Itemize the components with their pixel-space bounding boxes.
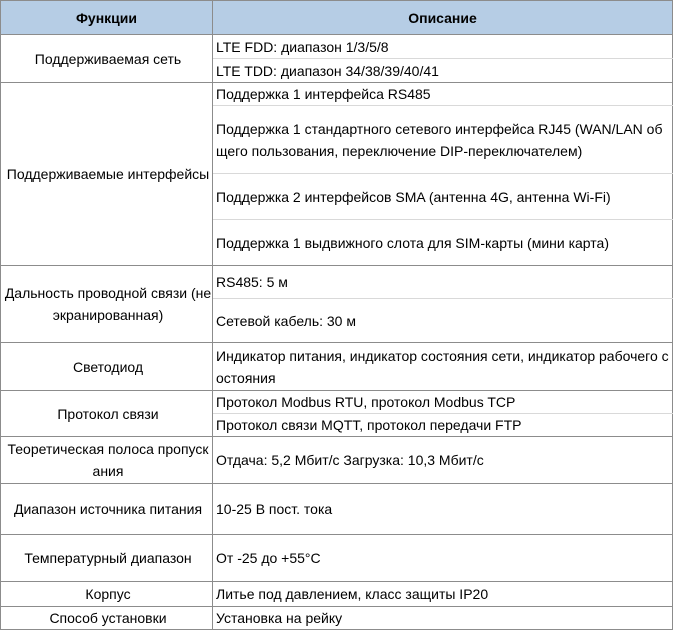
description-cell: Литье под давлением, класс защиты IP20 bbox=[213, 582, 673, 607]
table-row bbox=[1, 266, 673, 299]
description-cell: Отдача: 5,2 Мбит/с Загрузка: 10,3 Мбит/с bbox=[213, 437, 673, 484]
header-features: Функции bbox=[1, 1, 213, 35]
table-row bbox=[1, 83, 673, 106]
feature-cell: Дальность проводной связи (неэкранированная) bbox=[1, 266, 213, 343]
table-row bbox=[1, 343, 673, 391]
table-row bbox=[1, 437, 673, 484]
feature-cell: Поддерживаемая сеть bbox=[1, 35, 213, 83]
table-row bbox=[1, 35, 673, 59]
description-cell: От -25 до +55°C bbox=[213, 535, 673, 582]
table-row bbox=[1, 607, 673, 630]
description-cell: Поддержка 2 интерфейсов SMA (антенна 4G, антенна Wi-Fi) bbox=[213, 174, 673, 220]
description-cell: Поддержка 1 стандартного сетевого интерфейса RJ45 (WAN/LAN общего пользования, переключение DIP-переключателем) bbox=[213, 106, 673, 174]
description-cell: 10-25 В пост. тока bbox=[213, 484, 673, 535]
description-cell: Поддержка 1 интерфейса RS485 bbox=[213, 83, 673, 106]
description-cell: Протокол Modbus RTU, протокол Modbus TCP bbox=[213, 391, 673, 414]
description-cell: Поддержка 1 выдвижного слота для SIM-карты (мини карта) bbox=[213, 220, 673, 266]
table-row bbox=[1, 582, 673, 607]
feature-cell: Диапазон источника питания bbox=[1, 484, 213, 535]
feature-cell: Температурный диапазон bbox=[1, 535, 213, 582]
description-cell: LTE TDD: диапазон 34/38/39/40/41 bbox=[213, 59, 673, 83]
description-cell: RS485: 5 м bbox=[213, 266, 673, 299]
table-row bbox=[1, 391, 673, 414]
feature-cell: Поддерживаемые интерфейсы bbox=[1, 83, 213, 266]
feature-cell: Способ установки bbox=[1, 607, 213, 630]
feature-cell: Светодиод bbox=[1, 343, 213, 391]
header-row bbox=[1, 1, 673, 35]
description-cell: Установка на рейку bbox=[213, 607, 673, 630]
description-cell: Индикатор питания, индикатор состояния сети, индикатор рабочего состояния bbox=[213, 343, 673, 391]
header-description: Описание bbox=[213, 1, 673, 35]
table-row bbox=[1, 535, 673, 582]
feature-cell: Теоретическая полоса пропускания bbox=[1, 437, 213, 484]
feature-cell: Корпус bbox=[1, 582, 213, 607]
description-cell: Сетевой кабель: 30 м bbox=[213, 299, 673, 343]
feature-cell: Протокол связи bbox=[1, 391, 213, 437]
description-cell: LTE FDD: диапазон 1/3/5/8 bbox=[213, 35, 673, 59]
description-cell: Протокол связи MQTT, протокол передачи FTP bbox=[213, 414, 673, 437]
table-row bbox=[1, 484, 673, 535]
